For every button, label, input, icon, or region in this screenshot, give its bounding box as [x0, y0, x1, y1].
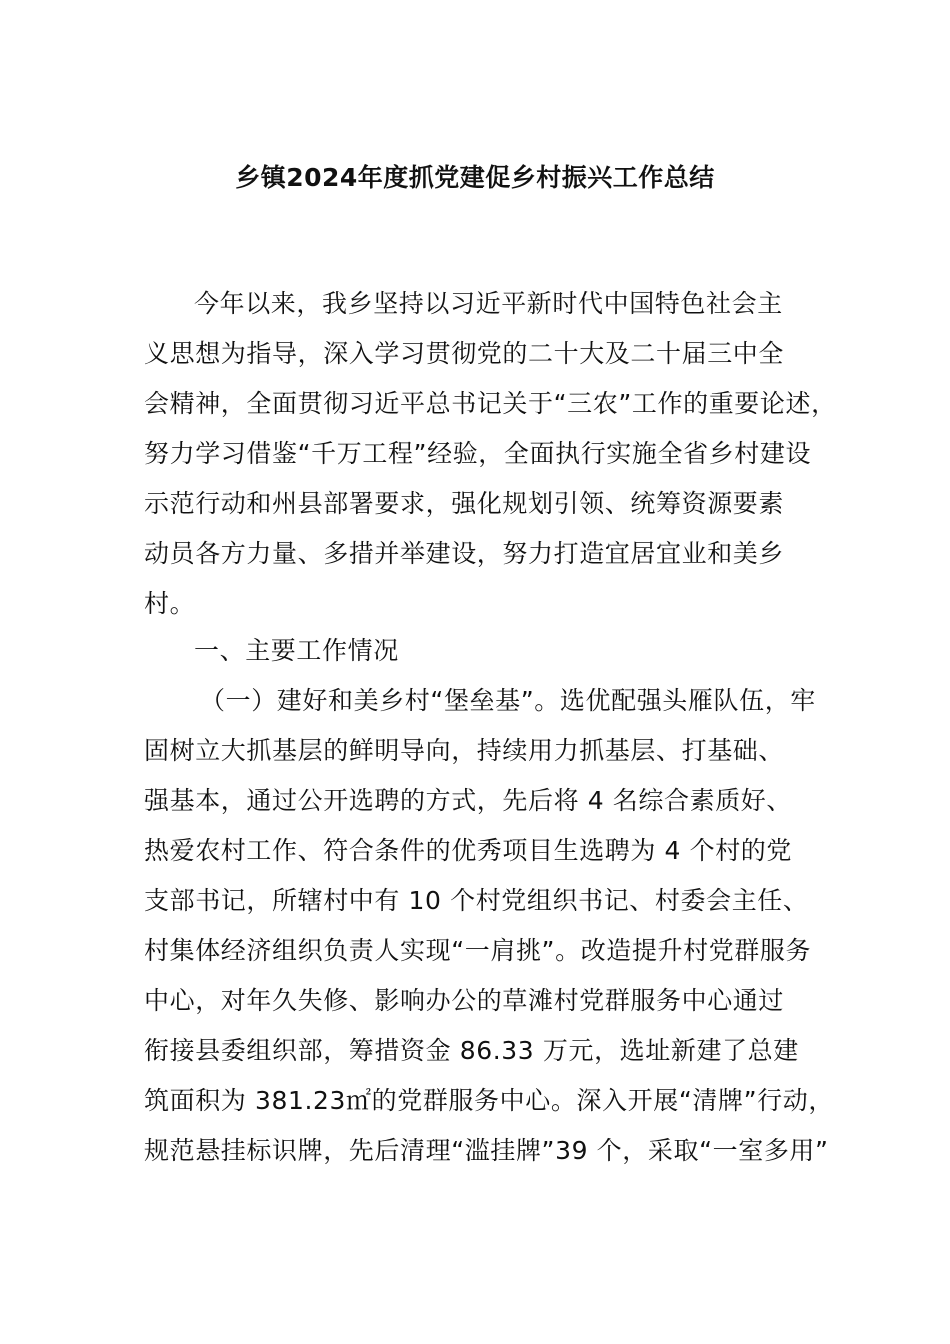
paragraph-line: 村。: [144, 589, 196, 618]
paragraph-line: 动员各方力量、多措并举建设，努力打造宜居宜业和美乡: [144, 539, 785, 568]
paragraph-line: 示范行动和州县部署要求，强化规划引领、统筹资源要素: [144, 489, 785, 518]
section-heading: 一、主要工作情况: [194, 636, 399, 665]
paragraph-line: （一）建好和美乡村“堡垒基”。选优配强头雁队伍，牢: [200, 686, 816, 715]
document-title: 乡镇2024年度抓党建促乡村振兴工作总结: [235, 163, 715, 192]
paragraph-line: 热爱农村工作、符合条件的优秀项目生选聘为 4 个村的党: [144, 836, 793, 865]
paragraph-line: 固树立大抓基层的鲜明导向，持续用力抓基层、打基础、: [144, 736, 785, 765]
paragraph-line: 会精神，全面贯彻习近平总书记关于“三农”工作的重要论述，: [144, 389, 837, 418]
paragraph-line: 筑面积为 381.23㎡的党群服务中心。深入开展“清牌”行动，: [144, 1086, 834, 1115]
paragraph-line: 村集体经济组织负责人实现“一肩挑”。改造提升村党群服务: [144, 936, 812, 965]
paragraph-line: 强基本，通过公开选聘的方式，先后将 4 名综合素质好、: [144, 786, 793, 815]
paragraph-line: 今年以来，我乡坚持以习近平新时代中国特色社会主: [194, 289, 783, 318]
paragraph-line: 义思想为指导，深入学习贯彻党的二十大及二十届三中全: [144, 339, 785, 368]
paragraph-line: 规范悬挂标识牌，先后清理“滥挂牌”39 个，采取“一室多用”: [144, 1136, 829, 1165]
paragraph-line: 衔接县委组织部，筹措资金 86.33 万元，选址新建了总建: [144, 1036, 799, 1065]
paragraph-line: 努力学习借鉴“千万工程”经验，全面执行实施全省乡村建设: [144, 439, 812, 468]
paragraph-line: 中心，对年久失修、影响办公的草滩村党群服务中心通过: [144, 986, 785, 1015]
paragraph-line: 支部书记，所辖村中有 10 个村党组织书记、村委会主任、: [144, 886, 809, 915]
